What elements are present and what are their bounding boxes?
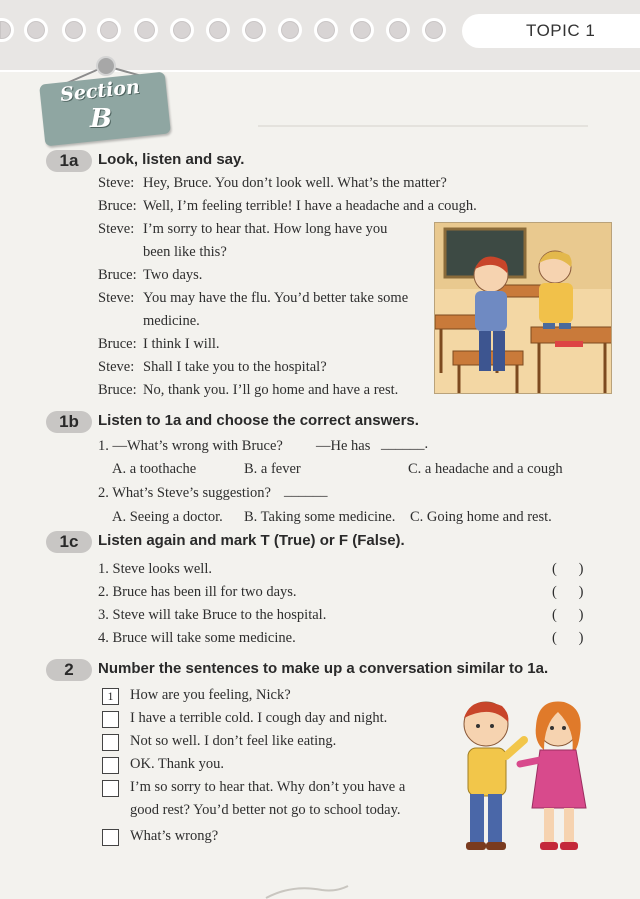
- order-box[interactable]: [102, 780, 119, 797]
- order-box[interactable]: [102, 711, 119, 728]
- statement-item: 4. Bruce will take some medicine.: [98, 630, 296, 646]
- section-number: 1c: [46, 531, 92, 553]
- classroom-icon: [435, 223, 612, 394]
- speaker: Steve:: [98, 175, 135, 191]
- section-title: Look, listen and say.: [98, 151, 245, 168]
- speaker: Bruce:: [98, 382, 137, 398]
- ring-icon: [206, 18, 230, 42]
- conversation-line: How are you feeling, Nick?: [130, 687, 291, 703]
- question-2: 2. What’s Steve’s suggestion?: [98, 485, 271, 501]
- option-c: C. a headache and a cough: [408, 461, 563, 477]
- ring-icon: [97, 18, 121, 42]
- conversation-line: What’s wrong?: [130, 828, 219, 844]
- option-c: C. Going home and rest.: [410, 509, 552, 525]
- ring-icon: [0, 18, 14, 42]
- speaker: Bruce:: [98, 336, 137, 352]
- ring-icon: [134, 18, 158, 42]
- option-a: A. a toothache: [112, 461, 197, 477]
- dialog-line: Hey, Bruce. You don’t look well. What’s the matter?: [143, 175, 447, 191]
- kids-icon: [440, 690, 600, 865]
- dialog-line: been like this?: [143, 244, 227, 260]
- option-a: A. Seeing a doctor.: [112, 509, 223, 525]
- dialog-line: medicine.: [143, 313, 200, 329]
- conversation-line: good rest? You’d better not go to school today.: [130, 802, 401, 818]
- question-1-answer-prefix: —He has: [316, 438, 371, 454]
- dialog-line: No, thank you. I’ll go home and have a rest.: [143, 382, 399, 398]
- conversation-line: I have a terrible cold. I cough day and night.: [130, 710, 388, 726]
- ring-icon: [24, 18, 48, 42]
- answer-parentheses[interactable]: ( ): [552, 584, 584, 600]
- option-b: B. a fever: [244, 461, 301, 477]
- binder-rings: [0, 18, 455, 48]
- speaker: Steve:: [98, 221, 135, 237]
- ring-icon: [242, 18, 266, 42]
- ring-icon: [386, 18, 410, 42]
- section-number: 2: [46, 659, 92, 681]
- speaker: Bruce:: [98, 198, 137, 214]
- print-through: [258, 120, 588, 132]
- speaker: Steve:: [98, 359, 135, 375]
- ring-icon: [314, 18, 338, 42]
- section-title: Listen to 1a and choose the correct answers.: [98, 412, 419, 429]
- statement-item: 1. Steve looks well.: [98, 561, 212, 577]
- conversation-line: I’m so sorry to hear that. Why don’t you have a: [130, 779, 406, 795]
- answer-blank: ______: [284, 483, 328, 499]
- section-letter: B: [90, 104, 112, 134]
- dialog-line: You may have the flu. You’d better take some: [143, 290, 409, 306]
- option-b: B. Taking some medicine.: [244, 509, 396, 525]
- topic-label: TOPIC 1: [526, 21, 596, 40]
- section-number: 1b: [46, 411, 92, 433]
- answer-parentheses[interactable]: ( ): [552, 630, 584, 646]
- dialog-line: Two days.: [143, 267, 203, 283]
- order-box[interactable]: [102, 829, 119, 846]
- ring-icon: [62, 18, 86, 42]
- ring-icon: [170, 18, 194, 42]
- dialog-line: Shall I take you to the hospital?: [143, 359, 327, 375]
- ring-icon: [422, 18, 446, 42]
- kids-illustration: [440, 690, 600, 865]
- section-title: Number the sentences to make up a conversation similar to 1a.: [98, 660, 549, 677]
- order-box[interactable]: [102, 734, 119, 751]
- section-number: 1a: [46, 150, 92, 172]
- dialog-line: Well, I’m feeling terrible! I have a headache and a cough.: [143, 198, 477, 214]
- section-badge: [38, 56, 172, 144]
- conversation-line: Not so well. I don’t feel like eating.: [130, 733, 337, 749]
- statement-item: 2. Bruce has been ill for two days.: [98, 584, 297, 600]
- order-box[interactable]: 1: [102, 688, 119, 705]
- topic-tab: [462, 14, 640, 48]
- ring-icon: [278, 18, 302, 42]
- order-box[interactable]: [102, 757, 119, 774]
- dialog-line: I’m sorry to hear that. How long have you: [143, 221, 388, 237]
- classroom-illustration: [434, 222, 612, 394]
- speaker: Steve:: [98, 290, 135, 306]
- answer-blank: ______.: [381, 436, 429, 452]
- footer-swirl-icon: [262, 882, 352, 899]
- answer-parentheses[interactable]: ( ): [552, 607, 584, 623]
- pin-icon: [96, 56, 116, 76]
- speaker: Bruce:: [98, 267, 137, 283]
- answer-parentheses[interactable]: ( ): [552, 561, 584, 577]
- section-word: Section: [59, 75, 141, 107]
- section-title: Listen again and mark T (True) or F (False).: [98, 532, 405, 549]
- question-1: 1. —What’s wrong with Bruce?: [98, 438, 283, 454]
- conversation-line: OK. Thank you.: [130, 756, 224, 772]
- statement-item: 3. Steve will take Bruce to the hospital.: [98, 607, 327, 623]
- ring-icon: [350, 18, 374, 42]
- dialog-line: I think I will.: [143, 336, 220, 352]
